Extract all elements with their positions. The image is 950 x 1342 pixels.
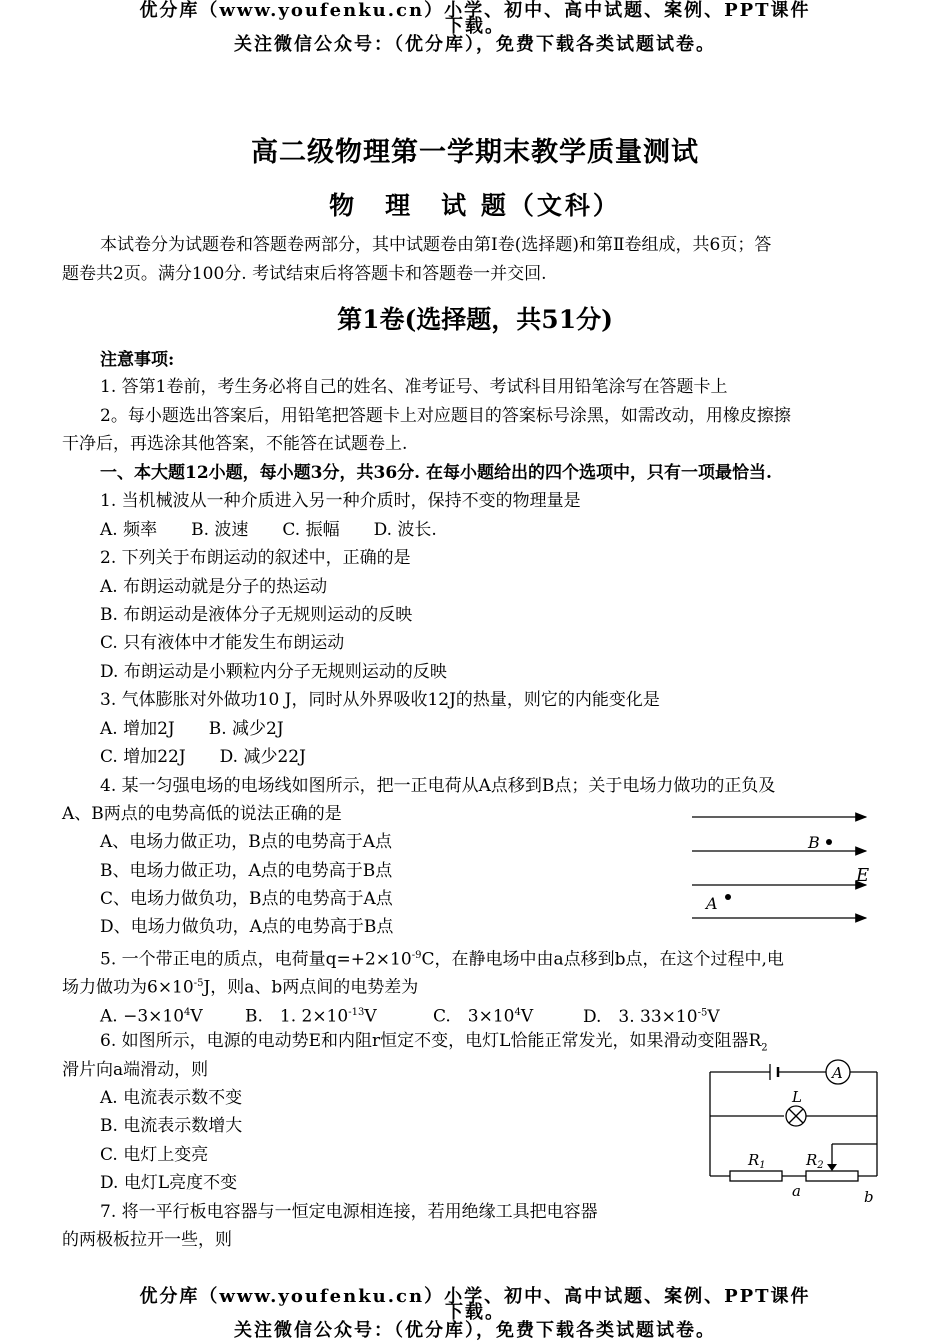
- circuit-figure: [700, 1058, 890, 1208]
- header-line1: 优分库（www.youfenku.cn）小学、初中、高中试题、案例、PPT课件: [139, 0, 811, 21]
- section-title: 第1卷(选择题，共51分): [337, 305, 613, 334]
- q2-option-c: C. 只有液体中才能发生布朗运动: [100, 633, 345, 653]
- q3-options-cd: C. 增加22J D. 减少22J: [100, 747, 306, 767]
- q5-stem-line1: 5. 一个带正电的质点，电荷量$q=+2\times 10^{-9}C$，在静电场中由a点移到b点，在这个过程中,电: [100, 949, 784, 970]
- notes-item2-line2: 干净后，再选涂其他答案，不能答在试题卷上.: [62, 434, 408, 454]
- q3-options-ab: A. 增加2J B. 减少2J: [100, 719, 284, 739]
- ammeter-label: A: [832, 1064, 843, 1082]
- q6-stem-line2: 滑片向a端滑动，则: [62, 1060, 209, 1080]
- q2-option-d: D. 布朗运动是小颗粒内分子无规则运动的反映: [100, 662, 447, 682]
- label-field-e: E: [856, 865, 870, 886]
- q2-stem: 2. 下列关于布朗运动的叙述中，正确的是: [100, 548, 411, 568]
- footer-line2: 关注微信公众号：（优分库），免费下载各类试题试卷。: [234, 1320, 716, 1341]
- q3-stem: 3. 气体膨胀对外做功10 J，同时从外界吸收12J的热量，则它的内能变化是: [100, 690, 660, 710]
- part1-heading: 一、本大题12小题，每小题3分，共36分. 在每小题给出的四个选项中，只有一项最恰当.: [100, 463, 772, 483]
- lamp-label: L: [792, 1088, 802, 1106]
- q6-option-a: A. 电流表示数不变: [100, 1088, 243, 1108]
- point-b: [826, 839, 832, 845]
- header-line1-wrap: 下载。: [445, 16, 505, 37]
- page-title: 高二级物理第一学期末教学质量测试: [251, 137, 699, 168]
- q6-stem-line1: 6. 如图所示，电源的电动势E和内阻r恒定不变，电灯L恰能正常发光，如果滑动变阻器$R_2$: [100, 1031, 768, 1054]
- q7-stem-line2: 的两极板拉开一些，则: [62, 1230, 232, 1250]
- q6-option-c: C. 电灯上变亮: [100, 1145, 209, 1165]
- q4-option-a: A、电场力做正功，B点的电势高于A点: [100, 832, 393, 852]
- intro-line2: 题卷共2页。满分100分. 考试结束后将答题卡和答题卷一并交回.: [62, 264, 547, 284]
- notes-heading: 注意事项:: [100, 350, 175, 370]
- q1-options: A. 频率 B. 波速 C. 振幅 D. 波长.: [100, 520, 437, 540]
- q4-option-c: C、电场力做负功，B点的电势高于A点: [100, 889, 393, 909]
- label-point-a: A: [706, 894, 718, 913]
- q5-stem-line2: 场力做功为$6\times 10^{-5}J$，则a、b两点间的电势差为: [62, 977, 419, 998]
- page-subtitle: 物 理 试 题（文科）: [329, 191, 621, 220]
- end-a-label: a: [792, 1182, 801, 1200]
- electric-field-figure: [688, 805, 878, 930]
- q7-stem-line1: 7. 将一平行板电容器与一恒定电源相连接，若用绝缘工具把电容器: [100, 1202, 598, 1222]
- notes-item1: 1. 答第1卷前，考生务必将自己的姓名、准考证号、考试科目用铅笔涂写在答题卡上: [100, 377, 728, 397]
- q2-option-b: B. 布朗运动是液体分子无规则运动的反映: [100, 605, 413, 625]
- end-b-label: b: [864, 1188, 874, 1206]
- q4-option-d: D、电场力做负功，A点的电势高于B点: [100, 917, 394, 937]
- q1-stem: 1. 当机械波从一种介质进入另一种介质时，保持不变的物理量是: [100, 491, 581, 511]
- q4-stem-line1: 4. 某一匀强电场的电场线如图所示，把一正电荷从A点移到B点；关于电场力做功的正负及: [100, 776, 776, 796]
- q4-stem-line2: A、B两点的电势高低的说法正确的是: [62, 804, 342, 824]
- resistor-r1: [730, 1171, 782, 1181]
- notes-item2-line1: 2。每小题选出答案后，用铅笔把答题卡上对应题目的答案标号涂黑，如需改动，用橡皮擦擦: [100, 406, 791, 426]
- point-a: [725, 894, 731, 900]
- r2-label: $R_2$: [806, 1151, 824, 1171]
- r1-label: $R_1$: [748, 1151, 766, 1171]
- q2-option-a: A. 布朗运动就是分子的热运动: [100, 577, 328, 597]
- header-line2: 关注微信公众号：（优分库），免费下载各类试题试卷。: [234, 34, 716, 55]
- q5-options: A. $-3\times 10^4V$ B. 1. $2\times 10^{-13}V$ C. $3\times 10^4V$ D. 3. $33\times 10^{-5}V$: [100, 1006, 720, 1027]
- intro-line1: 本试卷分为试题卷和答题卷两部分，其中试题卷由第Ⅰ卷(选择题)和第Ⅱ卷组成，共6页；答: [100, 235, 772, 255]
- q4-option-b: B、电场力做正功，A点的电势高于B点: [100, 861, 393, 881]
- label-point-b: B: [808, 833, 820, 852]
- rheostat-r2: [806, 1171, 858, 1181]
- q6-option-b: B. 电流表示数增大: [100, 1116, 243, 1136]
- footer-line1-wrap: 下载。: [445, 1302, 505, 1323]
- footer-line1: 优分库（www.youfenku.cn）小学、初中、高中试题、案例、PPT课件: [139, 1286, 811, 1307]
- q6-option-d: D. 电灯L亮度不变: [100, 1173, 238, 1193]
